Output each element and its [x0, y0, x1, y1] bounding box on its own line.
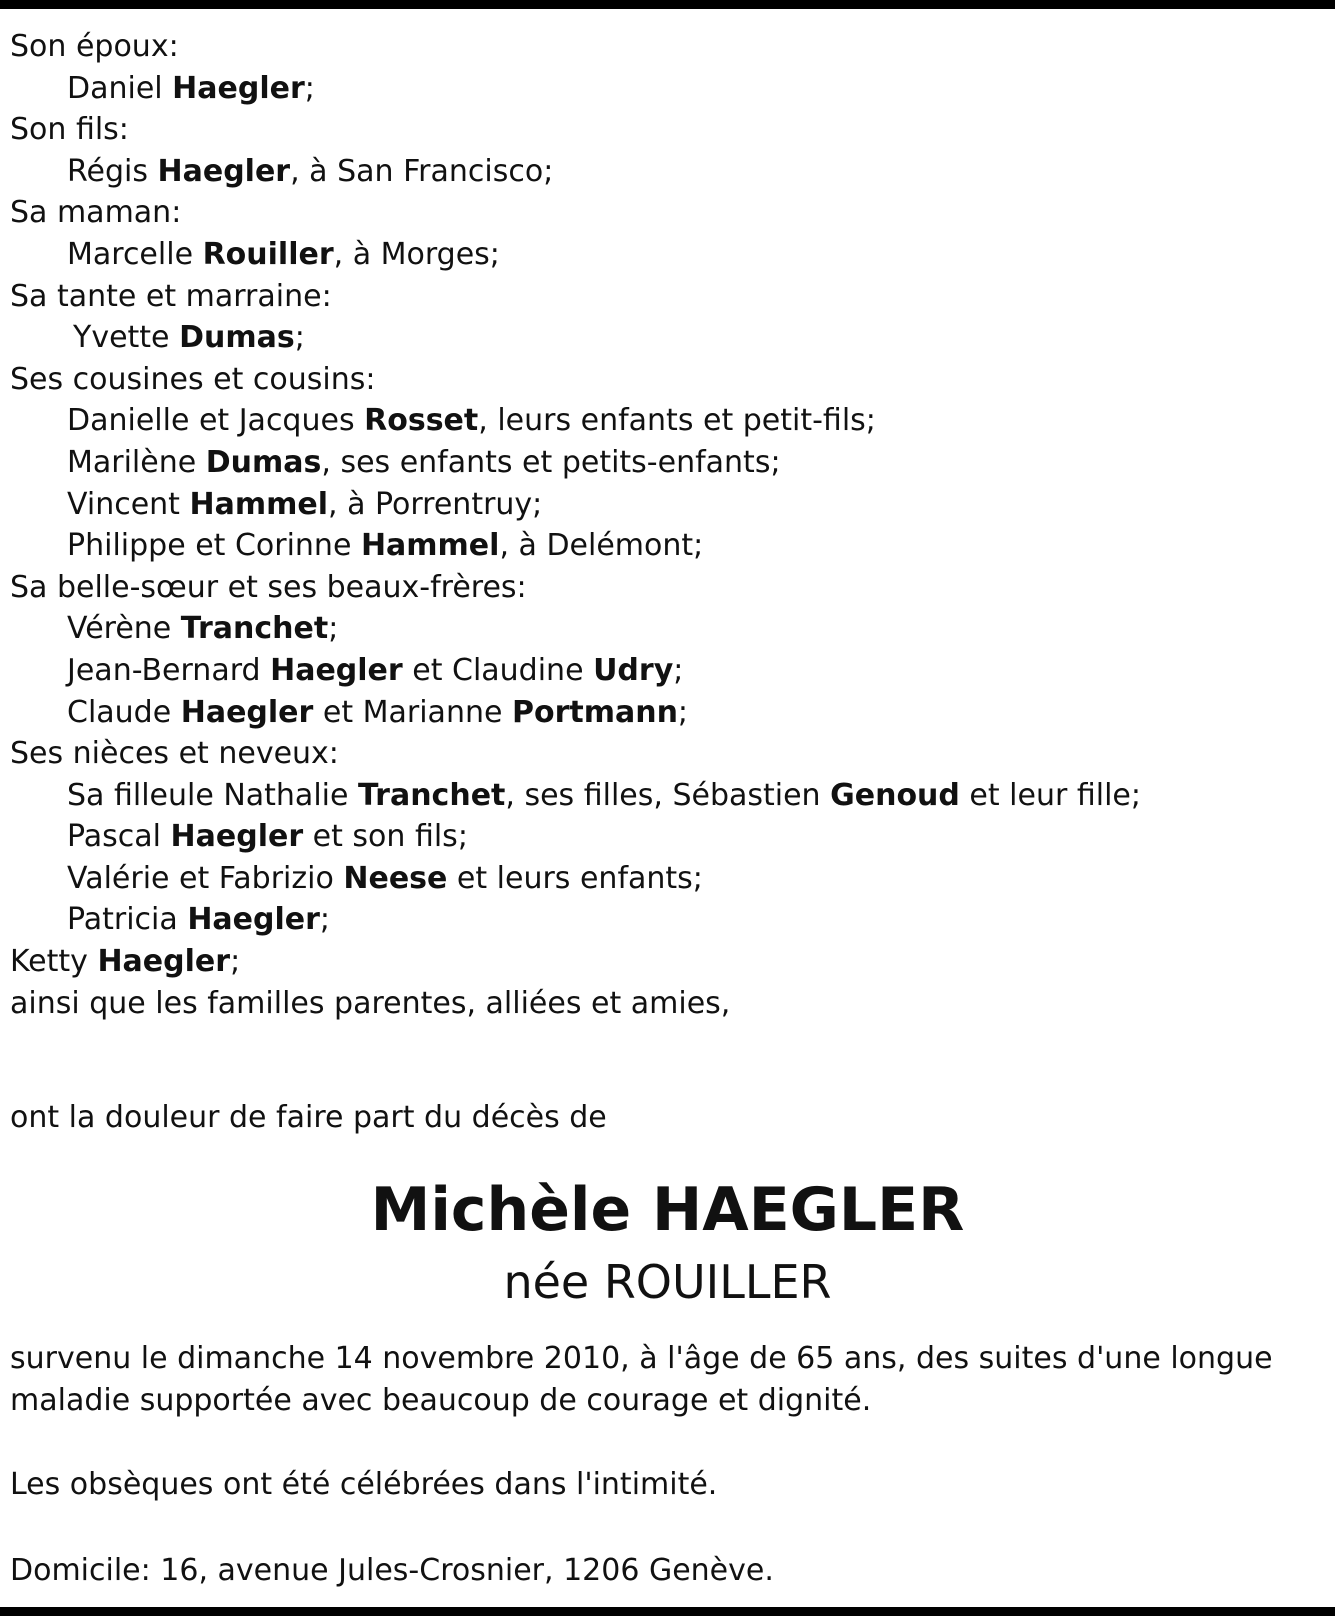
inlaw-partner-name: et Marianne	[313, 694, 512, 730]
niece-partner-name: , ses filles, Sébastien	[505, 777, 831, 813]
niece-last-name: Haegler	[170, 819, 304, 855]
niece-suffix: ;	[319, 902, 331, 938]
spouse-last-name: Haegler	[172, 70, 305, 106]
son-last-name: Haegler	[157, 153, 291, 189]
spouse-first-name: Daniel	[67, 70, 173, 106]
cousin-last-name: Dumas	[205, 444, 322, 480]
cousin-first-names: Vincent	[67, 486, 190, 522]
domicile-address: Domicile: 16, avenue Jules-Crosnier, 1206 Genève.	[10, 1553, 774, 1588]
aunt-label: Sa tante et marraine:	[10, 278, 332, 314]
cousin-suffix: , ses enfants et petits-enfants;	[321, 444, 781, 480]
inlaw-entry	[10, 608, 1325, 650]
aunt-suffix: ;	[294, 320, 305, 356]
ketty-first-name: Ketty	[10, 944, 98, 980]
son-label: Son fils:	[10, 112, 129, 148]
inlaw-last-name: Haegler	[270, 652, 403, 688]
niece-entry	[10, 816, 1325, 858]
cousin-first-names: Danielle et Jacques	[67, 403, 365, 439]
inlaws-label: Sa belle-sœur et ses beaux-frères:	[10, 569, 527, 605]
ketty-last-name: Haegler	[97, 944, 231, 980]
inlaw-first-name: Vérène	[67, 611, 181, 647]
announcement-intro: ont la douleur de faire part du décès de	[10, 1100, 607, 1135]
cousin-last-name: Hammel	[189, 486, 328, 522]
family-list	[10, 26, 1325, 1024]
inlaw-last-name: Haegler	[180, 694, 314, 730]
inlaw-partner-name: et Claudine	[402, 652, 594, 688]
closing-families: ainsi que les familles parentes, alliées et amies,	[10, 985, 731, 1021]
niece-first-name: Valérie et Fabrizio	[67, 860, 344, 896]
cousins-label: Ses cousines et cousins:	[10, 361, 376, 397]
cousin-suffix: , à Porrentruy;	[328, 486, 543, 522]
aunt-first-name: Yvette	[73, 320, 180, 356]
inlaw-suffix: ;	[677, 694, 689, 730]
cousin-suffix: , à Delémont;	[499, 528, 704, 564]
mother-last-name: Rouiller	[202, 236, 334, 272]
niece-entry	[10, 858, 1325, 900]
inlaw-entry	[10, 692, 1325, 734]
mother-label: Sa maman:	[10, 195, 182, 231]
inlaw-entry	[10, 650, 1325, 692]
aunt-last-name: Dumas	[179, 320, 295, 356]
inlaw-suffix: ;	[673, 652, 684, 688]
niece-entry	[10, 775, 1325, 817]
nieces-label: Ses nièces et neveux:	[10, 736, 339, 772]
funeral-notice: Les obsèques ont été célébrées dans l'intimité.	[10, 1467, 718, 1502]
son-first-name: Régis	[67, 153, 158, 189]
cousin-entry	[10, 525, 1325, 567]
inlaw-first-name: Claude	[67, 694, 181, 730]
niece-entry	[10, 899, 1325, 941]
cousin-entry	[10, 442, 1325, 484]
cousin-entry	[10, 484, 1325, 526]
niece-first-name: Patricia	[67, 902, 188, 938]
inlaw-suffix: ;	[328, 611, 339, 647]
cousin-first-names: Philippe et Corinne	[67, 528, 361, 564]
top-border-rule	[0, 0, 1335, 9]
mother-first-name: Marcelle	[67, 236, 203, 272]
niece-suffix: et son fils;	[303, 819, 468, 855]
deceased-name: Michèle HAEGLER	[370, 1175, 965, 1245]
mother-suffix: , à Morges;	[333, 236, 500, 272]
cousin-first-names: Marilène	[67, 444, 206, 480]
aunt-entry	[10, 317, 1325, 359]
niece-last-name: Tranchet	[357, 777, 506, 813]
ketty-suffix: ;	[230, 944, 241, 980]
death-details-line-1: survenu le dimanche 14 novembre 2010, à l'âge de 65 ans, des suites d'une longue	[10, 1341, 1273, 1376]
niece-partner-last-name: Genoud	[830, 777, 960, 813]
son-entry	[10, 151, 1325, 193]
inlaw-partner-last-name: Udry	[593, 652, 674, 688]
inlaw-partner-last-name: Portmann	[511, 694, 678, 730]
spouse-label: Son époux:	[10, 29, 179, 64]
spouse-suffix: ;	[304, 70, 315, 106]
niece-first-name: Pascal	[67, 819, 171, 855]
son-suffix: , à San Francisco;	[290, 153, 554, 189]
inlaw-last-name: Tranchet	[180, 611, 329, 647]
mother-entry	[10, 234, 1325, 276]
niece-suffix: et leur fille;	[959, 777, 1141, 813]
spouse-entry	[10, 68, 1325, 110]
death-details-line-2: maladie supportée avec beaucoup de courage et dignité.	[10, 1382, 872, 1418]
cousin-last-name: Rosset	[364, 403, 479, 439]
niece-last-name: Neese	[343, 860, 448, 896]
ketty-entry	[10, 941, 1325, 983]
niece-first-name: Sa filleule Nathalie	[67, 777, 358, 813]
niece-suffix: et leurs enfants;	[447, 860, 703, 896]
death-details	[10, 1338, 1273, 1421]
niece-last-name: Haegler	[187, 902, 320, 938]
maiden-name: née ROUILLER	[503, 1255, 832, 1309]
cousin-entry	[10, 400, 1325, 442]
inlaw-first-name: Jean-Bernard	[67, 652, 271, 688]
cousin-last-name: Hammel	[360, 528, 500, 564]
bottom-border-rule	[0, 1607, 1335, 1616]
cousin-suffix: , leurs enfants et petit-fils;	[478, 403, 876, 439]
